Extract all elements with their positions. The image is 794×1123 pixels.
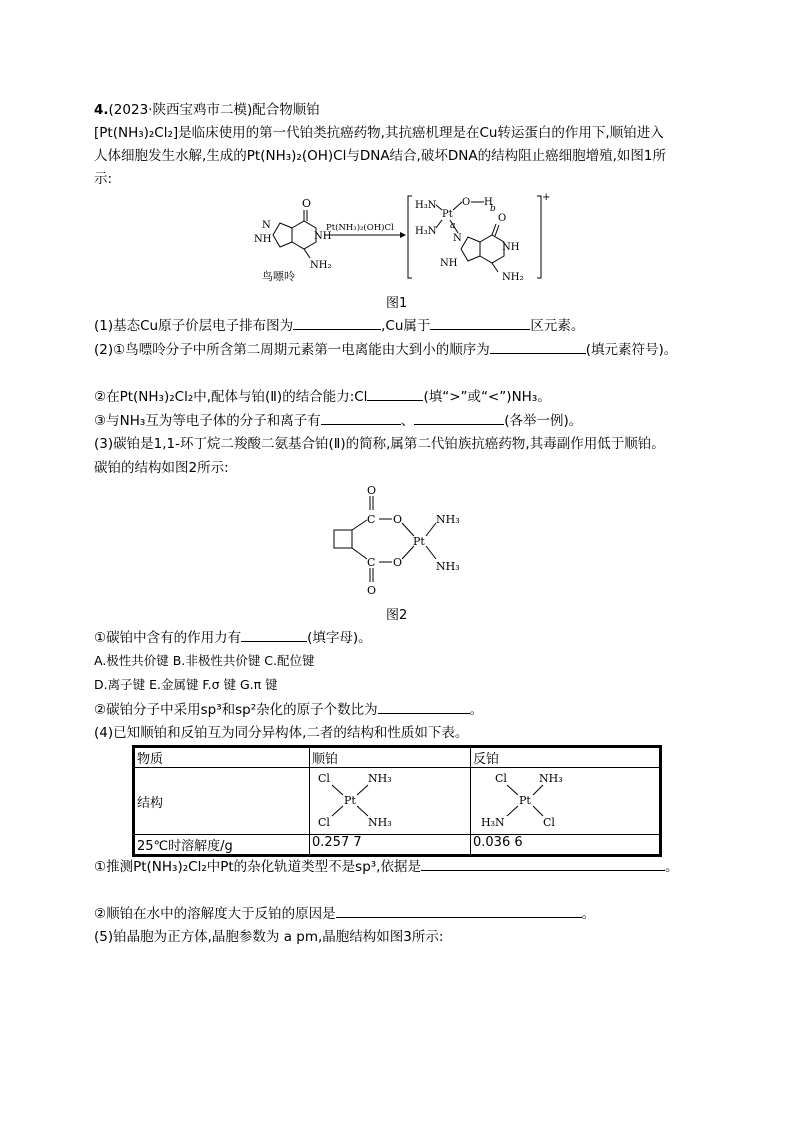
- answer-blank-2-3b[interactable]: [414, 411, 504, 425]
- table-row-structure: [134, 768, 661, 835]
- intro-line-2: 人体细胞发生水解,生成的Pt(NH₃)₂(OH)Cl与DNA结合,破坏DNA的结构阻止癌细胞增殖,如图1所: [94, 148, 666, 164]
- answer-blank-2-3a[interactable]: [321, 411, 401, 425]
- part-5-line: (5)铂晶胞为正方体,晶胞参数为 a pm,晶胞结构如图3所示:: [94, 929, 444, 945]
- answer-blank-4-2[interactable]: [336, 904, 582, 918]
- figure-1-reaction-diagram: [240, 188, 570, 288]
- trans-Cl-top: Cl: [495, 772, 507, 785]
- guanine-HN: NH: [254, 234, 272, 245]
- product-H3N-top: H₃N: [415, 200, 437, 211]
- guanine-O: O: [302, 197, 312, 210]
- part-3-line-2: 碳铂的结构如图2所示:: [94, 460, 229, 476]
- transplatin-structure: [473, 768, 593, 830]
- guanine-label: 鸟嘌呤: [262, 270, 295, 283]
- trans-Cl-bottom: Cl: [543, 816, 555, 829]
- cis-NH3-top: NH₃: [368, 772, 392, 785]
- part-4-q2: [94, 904, 595, 923]
- intro-line-3: 示:: [94, 171, 113, 187]
- answer-blank-2-1[interactable]: [490, 340, 586, 354]
- left-bracket: [408, 196, 412, 278]
- carboxyl-C-bottom: C: [367, 556, 376, 569]
- cis-NH3-bottom: NH₃: [368, 816, 392, 829]
- trans-NH3-top: NH₃: [539, 772, 563, 785]
- bond-label-b: b: [490, 204, 496, 214]
- trans-H3N-bottom: H₃N: [481, 816, 505, 829]
- guanine-NH2: NH₂: [310, 260, 332, 271]
- product-H: H: [484, 197, 493, 208]
- isomer-property-table: [132, 745, 662, 857]
- figure-1-caption: 图1: [386, 296, 408, 311]
- part-2-text-c: ②在Pt(NH₃)₂Cl₂中,配体与铂(Ⅱ)的结合能力:Cl: [94, 389, 368, 405]
- transplatin-structure-cell: [471, 768, 661, 835]
- part-4-q2-suffix: 。: [581, 906, 596, 922]
- bond-label-a: a: [450, 221, 456, 231]
- part-1-text-c: 区元素。: [530, 318, 585, 334]
- intro-line-1: [Pt(NH₃)₂Cl₂]是临床使用的第一代铂类抗癌药物,其抗癌机理是在Cu转运蛋白的作用下,顺铂进入: [94, 125, 664, 141]
- guanine-N-top: N: [262, 220, 271, 231]
- table-label-structure: 结构: [134, 768, 310, 835]
- part-1-text-a: (1)基态Cu原子价层电子排布图为: [94, 318, 294, 334]
- trans-Pt: Pt: [519, 794, 531, 807]
- product-NH-right: NH: [502, 242, 520, 253]
- product-O: O: [462, 197, 471, 208]
- answer-blank-4-1[interactable]: [421, 857, 665, 871]
- cisplatin-structure: [312, 768, 422, 830]
- part-2-line-3: [94, 411, 582, 430]
- figure-2-caption: 图2: [386, 608, 408, 623]
- answer-blank-3-2[interactable]: [378, 700, 470, 714]
- part-2-text-d: (填“>”或“<”)NH₃。: [423, 389, 551, 405]
- right-bracket: [537, 196, 541, 278]
- question-title: [94, 101, 320, 119]
- carbonyl-O-top: O: [367, 484, 377, 497]
- cis-Cl-top: Cl: [318, 772, 330, 785]
- answer-blank-3-1[interactable]: [241, 628, 307, 642]
- answer-blank-1b[interactable]: [430, 316, 530, 330]
- transplatin-solubility: 0.036 6: [471, 835, 661, 856]
- product-NH2: NH₂: [502, 272, 524, 283]
- cis-Cl-bottom: Cl: [318, 816, 330, 829]
- part-3-q1-suffix: (填字母)。: [307, 630, 372, 646]
- table-label-solubility: 25℃时溶解度/g: [134, 835, 310, 856]
- guanine-structure: [273, 210, 316, 258]
- part-3-options-2: D.离子键 E.金属键 F.σ 键 G.π 键: [94, 677, 278, 692]
- arrow-label: Pt(NH₃)₂(OH)Cl: [326, 223, 394, 233]
- part-2-line-2: [94, 387, 551, 406]
- cisplatin-structure-cell: [310, 768, 471, 835]
- part-2-text-f: 、: [400, 413, 415, 429]
- part-3-q2-suffix: 。: [469, 702, 484, 718]
- cisplatin-solubility: 0.257 7: [310, 835, 471, 856]
- product-Pt: Pt: [442, 209, 453, 220]
- answer-blank-2-2[interactable]: [367, 387, 423, 401]
- part-1-line: [94, 316, 584, 335]
- part-4-intro: (4)已知顺铂和反铂互为同分异构体,二者的结构和性质如下表。: [94, 725, 469, 741]
- part-4-q1: [94, 857, 678, 876]
- part-3-q2-text: ②碳铂分子中采用sp³和sp²杂化的原子个数比为: [94, 702, 378, 718]
- part-3-options-1: A.极性共价键 B.非极性共价键 C.配位键: [94, 653, 315, 668]
- part-2-text-g: (各举一例)。: [504, 413, 583, 429]
- ester-O-bottom: O: [393, 556, 403, 569]
- product-HN-left: NH: [440, 258, 458, 269]
- product-H3N-bottom: H₃N: [415, 226, 437, 237]
- guanine-NH: NH: [314, 231, 332, 242]
- part-2-text-b: (填元素符号)。: [585, 342, 678, 358]
- part-4-q1-text: ①推测Pt(NH₃)₂Cl₂中Pt的杂化轨道类型不是sp³,依据是: [94, 859, 421, 875]
- part-4-q1-suffix: 。: [664, 859, 679, 875]
- table-row-solubility: [134, 835, 661, 856]
- part-4-q2-text: ②顺铂在水中的溶解度大于反铂的原因是: [94, 906, 336, 922]
- part-3-q1-text: ①碳铂中含有的作用力有: [94, 630, 242, 646]
- cis-Pt: Pt: [344, 794, 356, 807]
- product-O-carbonyl: O: [498, 213, 507, 224]
- part-2-line-1: [94, 340, 677, 359]
- reaction-arrow-head: [400, 232, 406, 238]
- table-header-row: [134, 747, 661, 768]
- answer-blank-1a[interactable]: [293, 316, 381, 330]
- carboxyl-C-top: C: [367, 513, 376, 526]
- ester-O-top: O: [393, 513, 403, 526]
- ammine-top: NH₃: [436, 513, 460, 526]
- platinum: Pt: [413, 535, 425, 548]
- part-3-q2: [94, 700, 483, 719]
- question-source: (2023·陕西宝鸡市二模)配合物顺铂: [108, 102, 320, 118]
- complex-charge: +: [542, 192, 551, 203]
- part-3-q1: [94, 628, 372, 647]
- table-header-substance: 物质: [134, 747, 310, 768]
- part-3-line-1: (3)碳铂是1,1-环丁烷二羧酸二氨基合铂(Ⅱ)的简称,属第二代铂族抗癌药物,其毒副作用低于顺铂。: [94, 436, 665, 452]
- product-N-coordinating: N: [453, 233, 462, 244]
- part-1-text-b: ,Cu属于: [381, 318, 431, 334]
- table-header-trans: 反铂: [471, 747, 661, 768]
- figure-2-carboplatin-structure: [322, 482, 472, 604]
- part-2-text-a: (2)①鸟嘌呤分子中所含第二周期元素第一电离能由大到小的顺序为: [94, 342, 490, 358]
- ammine-bottom: NH₃: [436, 560, 460, 573]
- table-header-cis: 顺铂: [310, 747, 471, 768]
- carbonyl-O-bottom: O: [367, 584, 377, 597]
- question-number: 4.: [94, 102, 109, 118]
- part-2-text-e: ③与NH₃互为等电子体的分子和离子有: [94, 413, 321, 429]
